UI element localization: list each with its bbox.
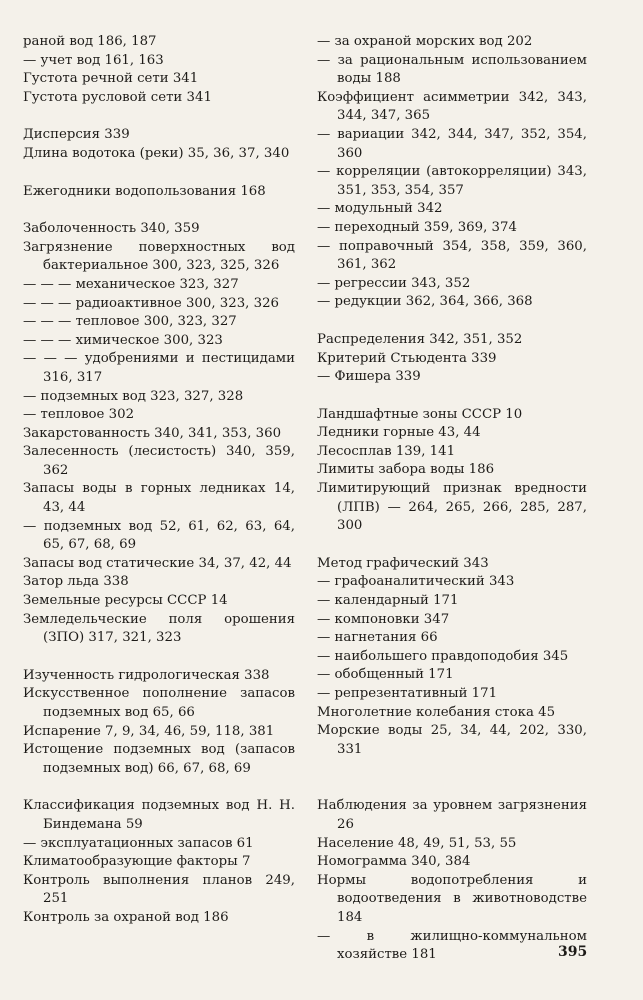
- index-entry: — переходный 359, 369, 374: [317, 219, 517, 235]
- index-entry: Земледельческие поля орошения (ЗПО) 317, 321, 323: [23, 611, 295, 646]
- index-entry: — — — радиоактивное 300, 323, 326: [23, 295, 280, 311]
- index-entry: — за охраной морских вод 202: [317, 34, 533, 49]
- index-entry: Изученность гидрологическая 338: [23, 667, 270, 683]
- index-entry: Критерий Стьюдента 339: [317, 350, 497, 366]
- index-entry: — — — химическое 300, 323: [23, 332, 223, 348]
- index-entry: — учет вод 161, 163: [23, 52, 164, 68]
- index-entry: Лесосплав 139, 141: [317, 443, 456, 459]
- index-entry: Заболоченность 340, 359: [23, 221, 200, 237]
- index-entry: Густота речной сети 341: [23, 71, 199, 87]
- index-entry: — редукции 362, 364, 366, 368: [317, 294, 533, 310]
- section-gap: [23, 201, 295, 220]
- index-entry: Наблюдения за уровнем загрязнения 26: [317, 798, 587, 832]
- index-entry: Распределения 342, 351, 352: [317, 331, 523, 347]
- index-entry: — эксплуатационных запасов 61: [23, 835, 254, 851]
- index-entry: Нормы водопотребления и водоотведения в животноводстве 184: [317, 872, 587, 925]
- index-entry: — репрезентативный 171: [317, 686, 498, 701]
- index-entry: Контроль выполнения планов 249, 251: [23, 872, 295, 907]
- index-entry: — корреляции (автокорреляции) 343, 351, 353, 354, 357: [317, 164, 587, 198]
- index-entry: — регрессии 343, 352: [317, 275, 471, 291]
- index-entry: — — — механическое 323, 327: [23, 276, 239, 292]
- page-number: 395: [558, 944, 588, 960]
- index-entry: — нагнетания 66: [317, 630, 438, 646]
- index-entry: Ландшафтные зоны СССР 10: [317, 406, 523, 422]
- index-entry: Многолетние колебания стока 45: [317, 704, 556, 720]
- section-gap: [23, 648, 295, 667]
- section-gap: [317, 536, 587, 555]
- index-entry: Коэффициент асимметрии 342, 343, 344, 347, 365: [317, 89, 587, 124]
- index-entry: Испарение 7, 9, 34, 46, 59, 118, 381: [23, 723, 275, 739]
- index-column-left: [23, 33, 295, 928]
- index-entry: — в жилищно-коммунальном хозяйстве 181: [317, 928, 587, 963]
- index-entry: Густота русловой сети 341: [23, 89, 212, 105]
- index-entry: — подземных вод 323, 327, 328: [23, 388, 244, 404]
- index-entry: Лимиты забора воды 186: [317, 462, 495, 478]
- index-entry: — — — удобрениями и пестицидами 316, 317: [23, 351, 295, 385]
- index-entry: Затор льда 338: [23, 574, 129, 590]
- index-entry: раной вод 186, 187: [23, 34, 157, 49]
- index-entry: Морские воды 25, 34, 44, 202, 330, 331: [317, 723, 587, 757]
- index-entry: Номограмма 340, 384: [317, 854, 471, 870]
- index-entry: Ледники горные 43, 44: [317, 425, 481, 441]
- index-entry: — — — тепловое 300, 323, 327: [23, 314, 237, 330]
- index-entry: Контроль за охраной вод 186: [23, 909, 229, 925]
- section-gap: [317, 312, 587, 331]
- index-entry: Залесенность (лесистость) 340, 359, 362: [23, 444, 295, 478]
- index-entry: Климатообразующие факторы 7: [23, 854, 251, 870]
- index-entry: Земельные ресурсы СССР 14: [23, 593, 228, 609]
- section-gap: [23, 778, 295, 797]
- index-entry: — обобщенный 171: [317, 667, 454, 683]
- index-entry: Истощение подземных вод (запасов подземных вод) 66, 67, 68, 69: [23, 742, 295, 776]
- index-entry: — модульный 342: [317, 201, 443, 217]
- index-entry: — за рациональным использованием воды 188: [317, 52, 587, 87]
- index-entry: Длина водотока (реки) 35, 36, 37, 340: [23, 145, 290, 161]
- section-gap: [317, 387, 587, 406]
- index-entry: Классификация подземных вод Н. Н. Биндемана 59: [23, 798, 295, 832]
- index-entry: Искусственное пополнение запасов подземных вод 65, 66: [23, 686, 295, 720]
- index-entry: Лимитирующий признак вредности (ЛПВ) — 264, 265, 266, 285, 287, 300: [317, 481, 587, 534]
- section-gap: [317, 759, 587, 778]
- section-gap: [23, 107, 295, 126]
- index-entry: — поправочный 354, 358, 359, 360, 361, 362: [317, 238, 587, 273]
- index-entry: — вариации 342, 344, 347, 352, 354, 360: [317, 126, 587, 161]
- index-entry: — календарный 171: [317, 593, 459, 609]
- index-entry: Запасы воды в горных ледниках 14, 43, 44: [23, 481, 295, 516]
- index-entry: Загрязнение поверхностных вод бактериальное 300, 323, 325, 326: [23, 239, 295, 274]
- index-entry: — Фишера 339: [317, 369, 421, 385]
- index-entry: — компоновки 347: [317, 611, 450, 627]
- index-entry: Закарстованность 340, 341, 353, 360: [23, 425, 282, 441]
- section-gap: [23, 164, 295, 183]
- index-entry: Ежегодники водопользования 168: [23, 183, 266, 199]
- index-entry: — графоаналитический 343: [317, 574, 515, 590]
- index-entry: — подземных вод 52, 61, 62, 63, 64, 65, 67, 68, 69: [23, 518, 295, 553]
- index-entry: Население 48, 49, 51, 53, 55: [317, 835, 517, 851]
- index-entry: Запасы вод статические 34, 37, 42, 44: [23, 555, 292, 571]
- index-entry: — тепловое 302: [23, 407, 135, 423]
- index-entry: Дисперсия 339: [23, 127, 130, 143]
- index-column-right: [317, 33, 587, 965]
- section-gap: [317, 778, 587, 797]
- index-entry: Метод графический 343: [317, 555, 489, 571]
- index-entry: — наибольшего правдоподобия 345: [317, 648, 569, 664]
